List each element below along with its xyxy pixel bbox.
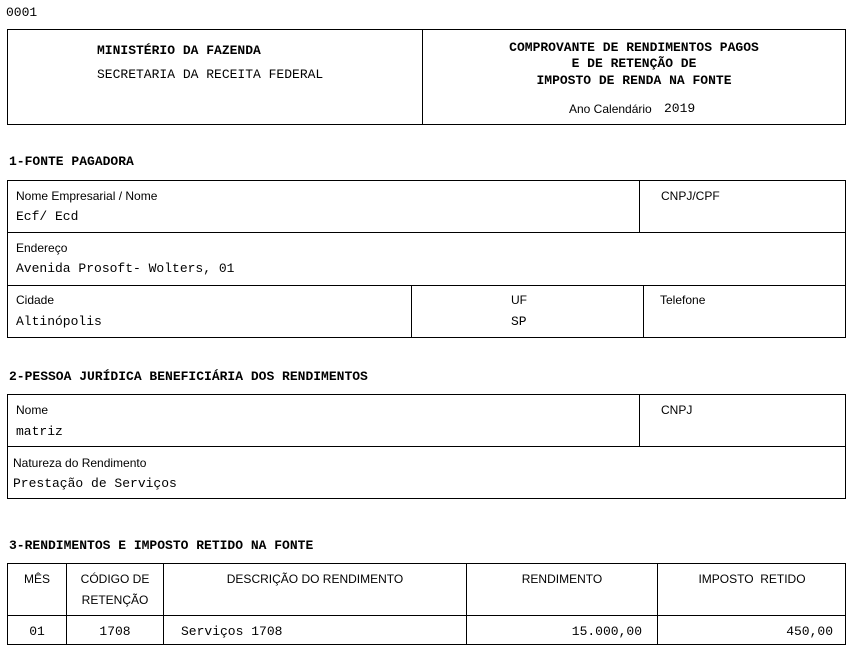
document-title-line3: IMPOSTO DE RENDA NA FONTE [536,73,732,88]
beneficiary-name-value: matriz [16,424,63,439]
payer-uf-label: UF [511,293,527,307]
income-nature-value: Prestação de Serviços [13,476,177,491]
col-header-month: MÊS [23,572,50,586]
year-label: Ano Calendário [569,102,652,116]
secretariat-title: SECRETARIA DA RECEITA FEDERAL [97,67,324,82]
row-description: Serviços 1708 [181,624,283,639]
row-month: 01 [29,624,45,639]
payer-phone-label: Telefone [660,293,706,307]
payer-name-label: Nome Empresarial / Nome [16,189,158,203]
income-nature-label: Natureza do Rendimento [13,456,147,470]
section3-title: 3-RENDIMENTOS E IMPOSTO RETIDO NA FONTE [9,538,314,553]
row-income: 15.000,00 [571,624,642,639]
payer-name-value: Ecf/ Ecd [16,209,79,224]
payer-city-value: Altinópolis [16,314,102,329]
col-header-code-line1: CÓDIGO DE [80,572,150,586]
payer-city-label: Cidade [16,293,55,307]
ministry-title: MINISTÉRIO DA FAZENDA [97,43,261,58]
row-tax: 450,00 [786,624,833,639]
payer-uf-value: SP [511,314,527,329]
col-header-code-line2: RETENÇÃO [81,593,149,607]
section1-title: 1-FONTE PAGADORA [9,154,134,169]
col-header-income: RENDIMENTO [521,572,603,586]
payer-address-label: Endereço [16,241,68,255]
payer-address-value: Avenida Prosoft- Wolters, 01 [16,261,235,276]
payer-cnpj-label: CNPJ/CPF [661,189,720,203]
section1-box [7,180,846,338]
section2-title: 2-PESSOA JURÍDICA BENEFICIÁRIA DOS RENDIMENTOS [9,369,368,384]
col-header-tax: IMPOSTO RETIDO [698,572,806,586]
beneficiary-cnpj-label: CNPJ [661,403,693,417]
row-code: 1708 [99,624,131,639]
document-title-line2: E DE RETENÇÃO DE [571,56,697,71]
year-value: 2019 [664,101,696,116]
beneficiary-name-label: Nome [16,403,49,417]
document-title-line1: COMPROVANTE DE RENDIMENTOS PAGOS [509,40,759,55]
col-header-description: DESCRIÇÃO DO RENDIMENTO [226,572,404,586]
page-number: 0001 [6,5,38,20]
